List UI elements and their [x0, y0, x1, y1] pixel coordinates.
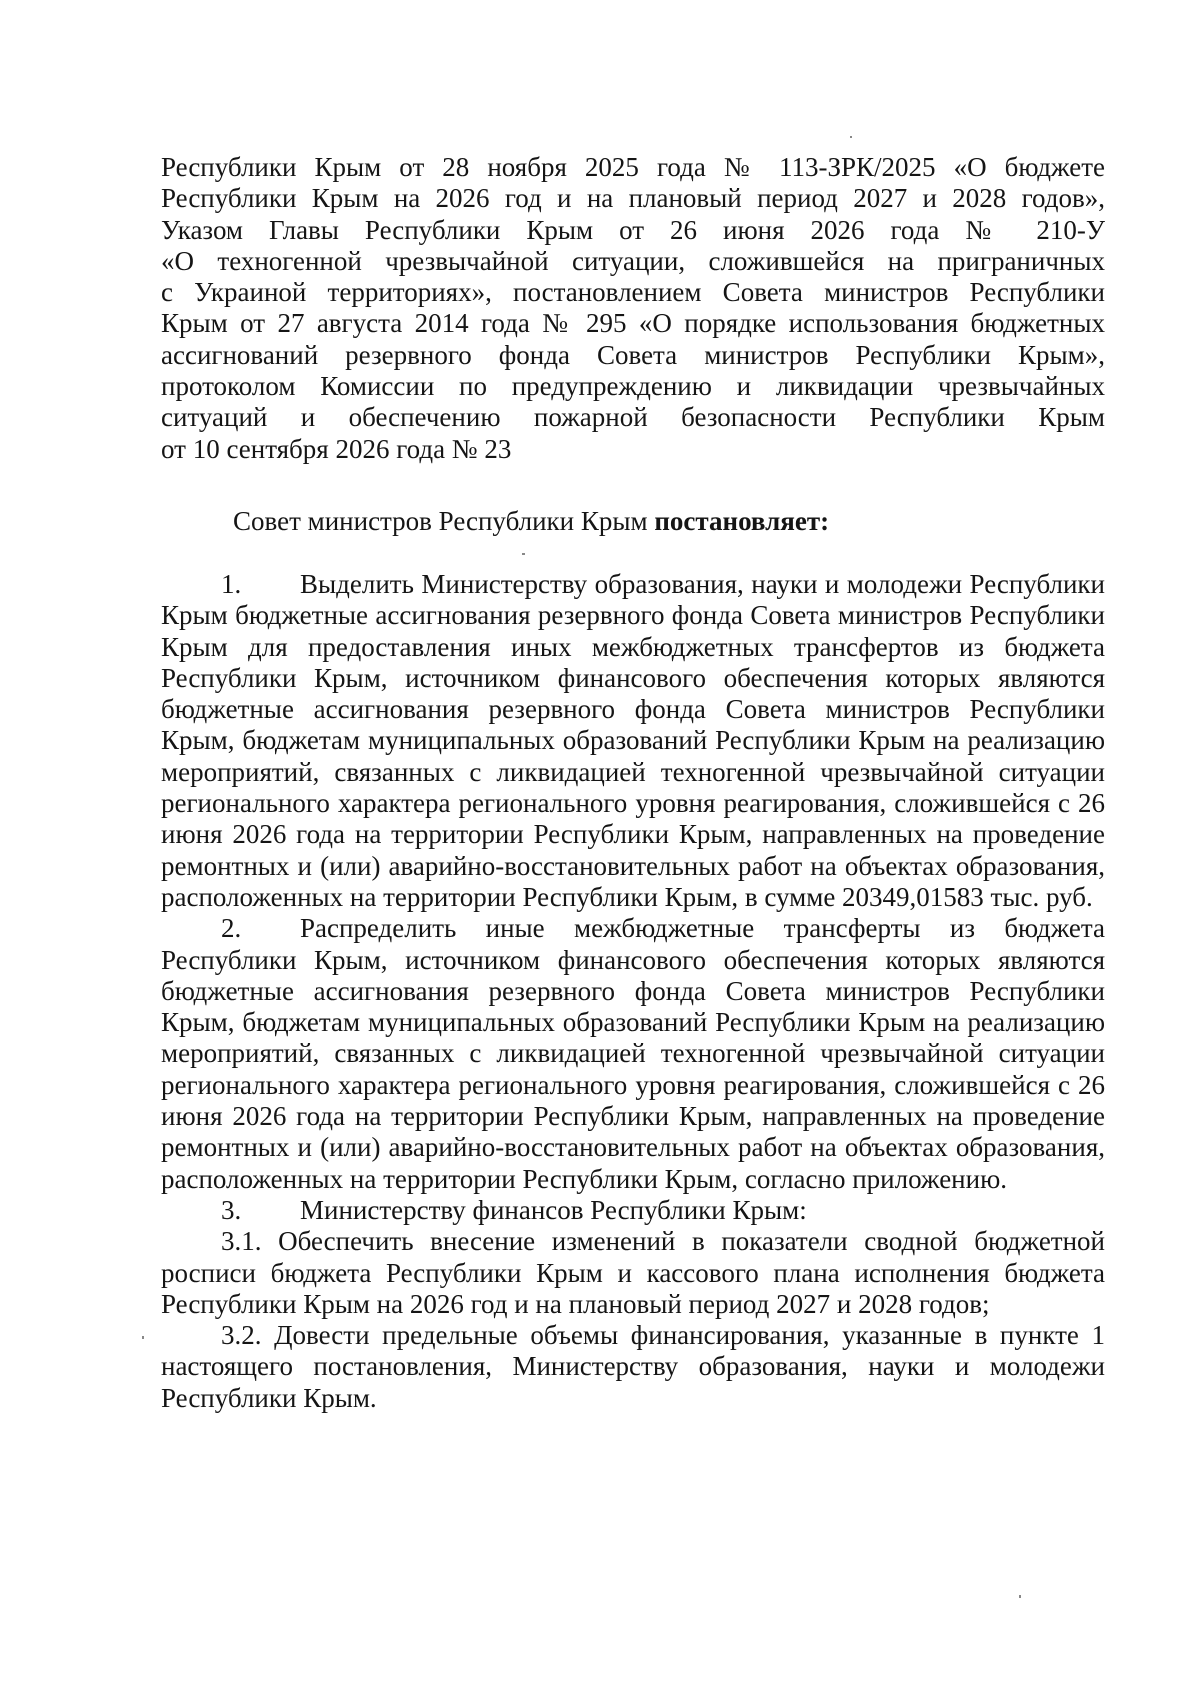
item-3 [161, 1195, 1105, 1226]
item-text: Министерству финансов Республики Крым: [300, 1194, 807, 1225]
item-number: 1. [221, 569, 242, 599]
subitem-3-1: 3.1. Обеспечить внесение изменений в показатели сводной бюджетной росписи бюджета Республики Крым и кассового плана исполнения бюджета Республики Крым на 2026 год и на плановый период 2027 и 2028 годов; [161, 1226, 1105, 1319]
scan-speck [522, 553, 525, 555]
subitem-3-2: 3.2. Довести предельные объемы финансирования, указанные в пункте 1 настоящего постановления, Министерству образования, науки и молодежи Республики Крым. [161, 1320, 1105, 1413]
preamble-line: Республики Крым на 2026 год и на плановый период 2027 и 2028 годов», [161, 183, 1105, 214]
item-1 [161, 569, 1105, 913]
item-text: Распределить иные межбюджетные трансферты из бюджета Республики Крым, источником финансового обеспечения которых являются бюджетные ассигнования резервного фонда Совета министров Республики Крым, бюджетам муниципальных образований Республики Крым на реализацию мероприятий, связанных с ликвидацией техногенной чрезвычайной ситуации регионального характера регионального уровня реагирования, сложившейся с 26 июня 2026 года на территории Республики Крым, направленных на проведение ремонтных и (или) аварийно-восстановительных работ на объектах образования, расположенных на территории Республики Крым, согласно приложению. [161, 913, 1105, 1194]
item-text: Выделить Министерству образования, науки и молодежи Республики Крым бюджетные ассигнования резервного фонда Совета министров Республики Крым для предоставления иных межбюджетных трансфертов из бюджета Республики Крым, источником финансового обеспечения которых являются бюджетные ассигнования резервного фонда Совета министров Республики Крым, бюджетам муниципальных образований Республики Крым на реализацию мероприятий, связанных с ликвидацией техногенной чрезвычайной ситуации регионального характера регионального уровня реагирования, сложившейся с 26 июня 2026 года на территории Республики Крым, направленных на проведение ремонтных и (или) аварийно-восстановительных работ на объектах образования, расположенных на территории Республики Крым, в сумме 20349,01583 тыс. руб. [161, 569, 1105, 912]
item-number: 3. [221, 1194, 242, 1225]
preamble-line: протоколом Комиссии по предупреждению и ликвидации чрезвычайных [161, 371, 1105, 402]
preamble-line: Крым от 27 августа 2014 года № 295 «О порядке использования бюджетных [161, 308, 1105, 339]
preamble-line: «О техногенной чрезвычайной ситуации, сложившейся на приграничных [161, 245, 1105, 276]
item-2 [161, 913, 1105, 1195]
resolution-items [161, 569, 1105, 1414]
preamble-line: ситуаций и обеспечению пожарной безопасности Республики Крым [161, 402, 1105, 433]
preamble-line: Республики Крым от 28 ноября 2025 года № 113-ЗРК/2025 «О бюджете [161, 152, 1105, 182]
scan-speck [850, 136, 852, 138]
preamble-line: от 10 сентября 2026 года № 23 [161, 433, 512, 464]
preamble-line: Указом Главы Республики Крым от 26 июня 2026 года № 210-У [161, 214, 1105, 245]
preamble [161, 152, 1105, 465]
resolution-keyword: постановляет: [654, 506, 830, 536]
item-number: 2. [221, 913, 242, 944]
scan-speck [1019, 1595, 1021, 1598]
resolution-prefix: Совет министров Республики Крым [233, 506, 655, 536]
scan-speck [142, 1336, 144, 1339]
preamble-line: ассигнований резервного фонда Совета министров Республики Крым», [161, 339, 1105, 370]
preamble-line: с Украиной территориях», постановлением Совета министров Республики [161, 277, 1105, 308]
resolution-statement [233, 506, 829, 537]
